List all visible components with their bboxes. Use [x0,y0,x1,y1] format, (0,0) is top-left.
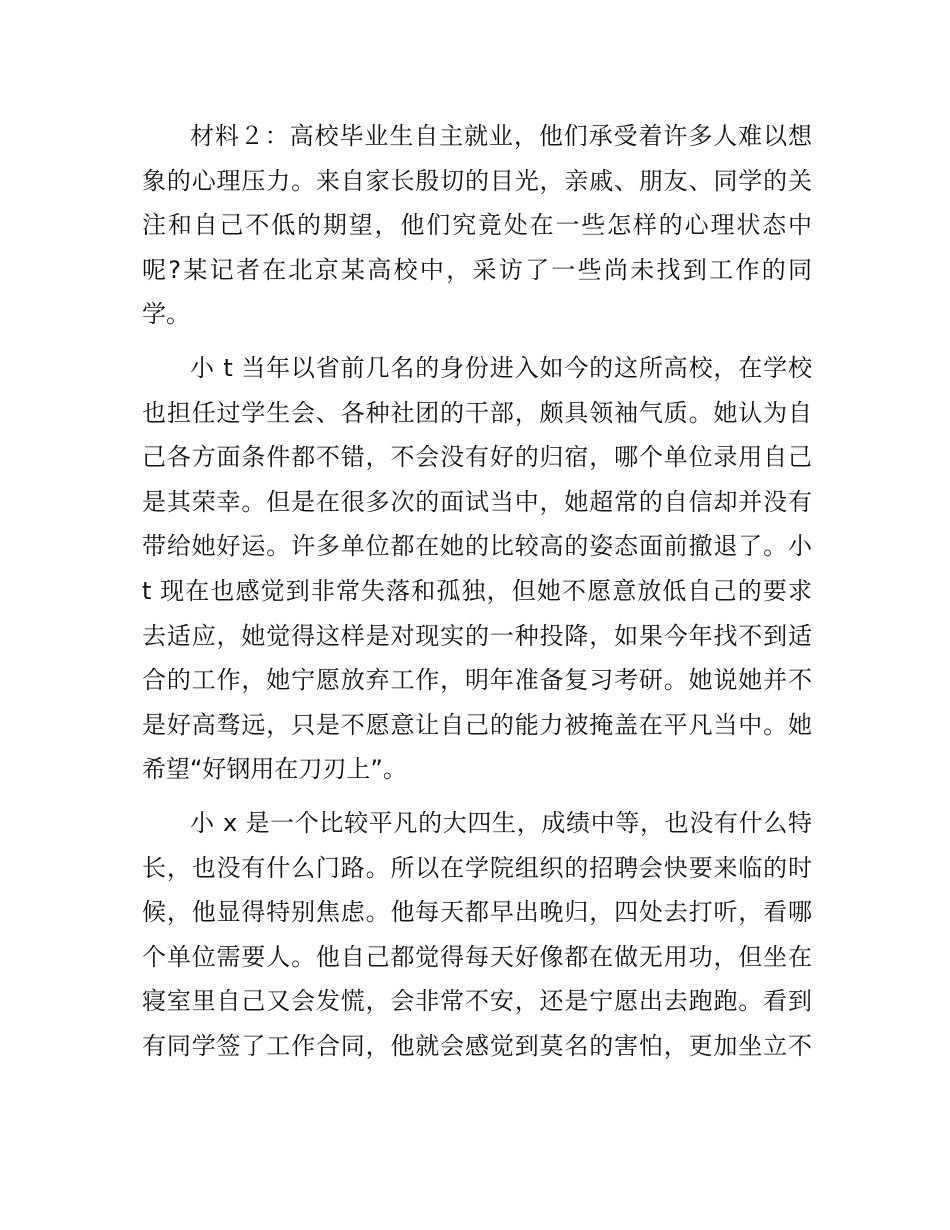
paragraph-gap [142,337,812,346]
text-line: 材料２：高校毕业生自主就业，他们承受着许多人难以想 [190,122,812,150]
text-line: 呢?某记者在北京某高校中，采访了一些尚未找到工作的同 [142,255,812,284]
paragraph-xiao-x [142,801,812,1069]
text-line: 带给她好运。许多单位都在她的比较高的姿态面前撤退了。小 [142,532,812,561]
paragraph-xiao-t [142,346,812,792]
text-line: 也担任过学生会、各种社团的干部，颇具领袖气质。她认为自 [142,398,812,427]
text-line: 希望“好钢用在刀刃上”。 [142,755,407,784]
text-line: 合的工作，她宁愿放弃工作，明年准备复习考研。她说她并不 [142,666,812,695]
text-line: 己各方面条件都不错，不会没有好的归宿，哪个单位录用自己 [142,443,812,472]
text-line: t 现在也感觉到非常失落和孤独，但她不愿意放低自己的要求 [142,576,812,605]
text-line: 是其荣幸。但是在很多次的面试当中，她超常的自信却并没有 [142,487,812,516]
text-line: 寝室里自己又会发慌，会非常不安，还是宁愿出去跑跑。看到 [142,987,812,1016]
document-page [142,114,812,1068]
text-line: 个单位需要人。他自己都觉得每天好像都在做无用功，但坐在 [142,942,812,971]
paragraph-gap [142,792,812,801]
text-line: 有同学签了工作合同，他就会感觉到莫名的害怕，更加坐立不 [142,1031,812,1060]
text-line: 候，他显得特别焦虑。他每天都早出晚归，四处去打听，看哪 [142,898,812,927]
text-line: 小 t 当年以省前几名的身份进入如今的这所高校，在学校 [190,353,812,382]
text-line: 象的心理压力。来自家长殷切的目光，亲戚、朋友、同学的关 [142,166,812,195]
text-line: 长，也没有什么门路。所以在学院组织的招聘会快要来临的时 [142,853,812,882]
text-line: 去适应，她觉得这样是对现实的一种投降，如果今年找不到适 [142,621,812,650]
paragraph-material-2 [142,114,812,337]
text-line: 学。 [142,300,190,329]
text-line: 注和自己不低的期望，他们究竟处在一些怎样的心理状态中 [142,211,812,240]
text-line: 小 x 是一个比较平凡的大四生，成绩中等，也没有什么特 [190,808,812,837]
text-line: 是好高骛远，只是不愿意让自己的能力被掩盖在平凡当中。她 [142,710,812,739]
